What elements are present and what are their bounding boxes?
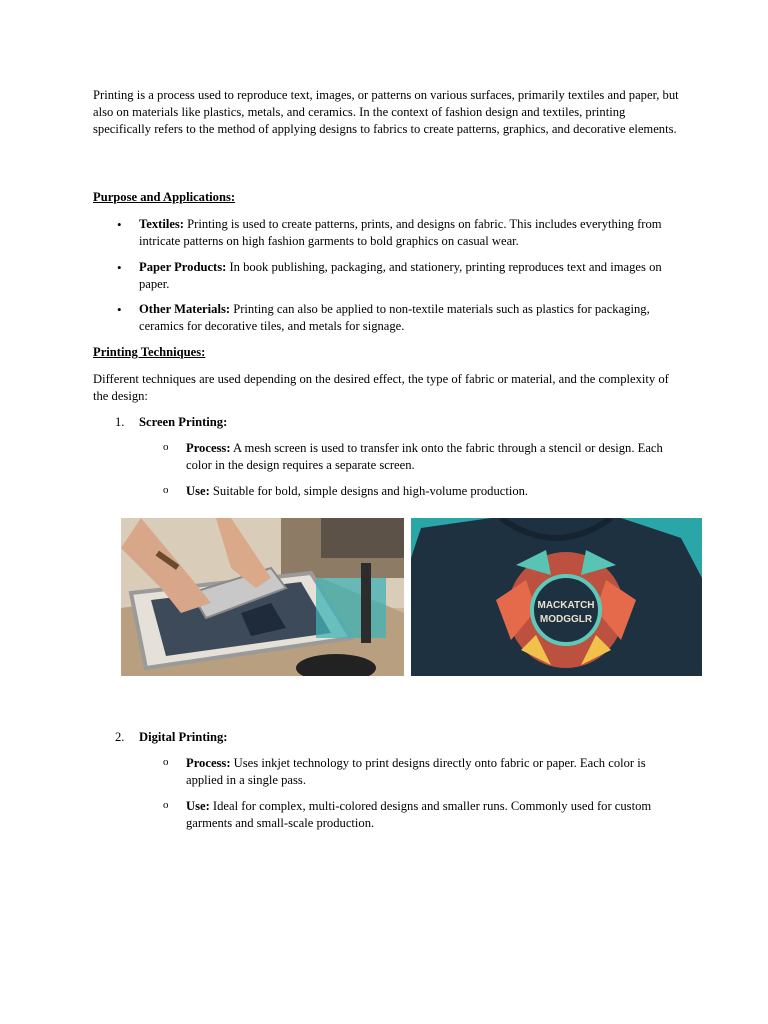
list-item-other-materials [117, 301, 687, 335]
list-item-textiles [117, 216, 687, 250]
list-item-term: Paper Products: [139, 260, 227, 274]
sub-item-text: Uses inkjet technology to print designs directly onto fabric or paper. Each color is applied in a single pass. [186, 756, 646, 787]
list-item-text: Printing is used to create patterns, prints, and designs on fabric. This includes everything from intricate patterns on high fashion garments to bold graphics on casual wear. [139, 217, 662, 248]
sub-item-text: A mesh screen is used to transfer ink onto the fabric through a stencil or design. Each color in the design requires a separate screen. [186, 441, 663, 472]
sub-item-text: Ideal for complex, multi-colored designs and smaller runs. Commonly used for custom garments and small-scale production. [186, 799, 652, 830]
sub-item-term: Use: [186, 484, 210, 498]
technique-digital-printing [115, 729, 228, 746]
techniques-intro: Different techniques are used depending on the desired effect, the type of fabric or material, and the complexity of the design: [93, 372, 669, 403]
sub-item-text: Suitable for bold, simple designs and high-volume production. [209, 484, 529, 498]
screen-printing-photo [121, 518, 404, 676]
technique-title: Digital Printing: [139, 730, 228, 744]
shirt-badge-line1: MACKATCH [537, 600, 595, 611]
list-item-paper-products [117, 259, 687, 293]
sub-bullet-marker: o [163, 756, 169, 768]
sub-bullet-marker: o [163, 441, 169, 453]
purpose-heading: Purpose and Applications: [93, 190, 236, 204]
tshirt-illustration [411, 518, 702, 676]
bullet-marker: • [117, 260, 122, 275]
sub-item-process [163, 755, 666, 789]
list-number: 1. [115, 415, 125, 429]
technique-title: Screen Printing: [139, 415, 228, 429]
sub-item-term: Process: [186, 441, 231, 455]
sub-item-use [163, 483, 686, 500]
bullet-marker: • [117, 217, 122, 232]
sub-bullet-marker: o [163, 799, 169, 811]
list-item-text: In book publishing, packaging, and stationery, printing reproduces text and images on paper. [139, 260, 662, 291]
sub-item-term: Use: [186, 799, 210, 813]
printed-tshirt-photo [411, 518, 702, 676]
sub-item-process [163, 440, 666, 474]
list-item-term: Other Materials: [139, 302, 231, 316]
technique-screen-printing [115, 414, 228, 431]
sub-bullet-marker: o [163, 484, 169, 496]
bullet-marker: • [117, 302, 122, 317]
list-item-text: Printing can also be applied to non-textile materials such as plastics for packaging, ceramics for decorative tiles, and metals for signage. [139, 302, 650, 333]
sub-item-use [163, 798, 676, 832]
sub-item-term: Process: [186, 756, 231, 770]
list-item-term: Textiles: [139, 217, 185, 231]
screen-printing-illustration [121, 518, 404, 676]
techniques-heading: Printing Techniques: [93, 345, 206, 359]
intro-paragraph: Printing is a process used to reproduce text, images, or patterns on various surfaces, primarily textiles and paper, but also on materials like plastics, metals, and ceramics. In the context of fashion design and textiles, printing specifically refers to the method of applying designs to fabrics to create patterns, graphics, and decorative elements. [93, 88, 679, 136]
shirt-badge-line2: MODGGLR [539, 614, 593, 625]
list-number: 2. [115, 730, 125, 744]
